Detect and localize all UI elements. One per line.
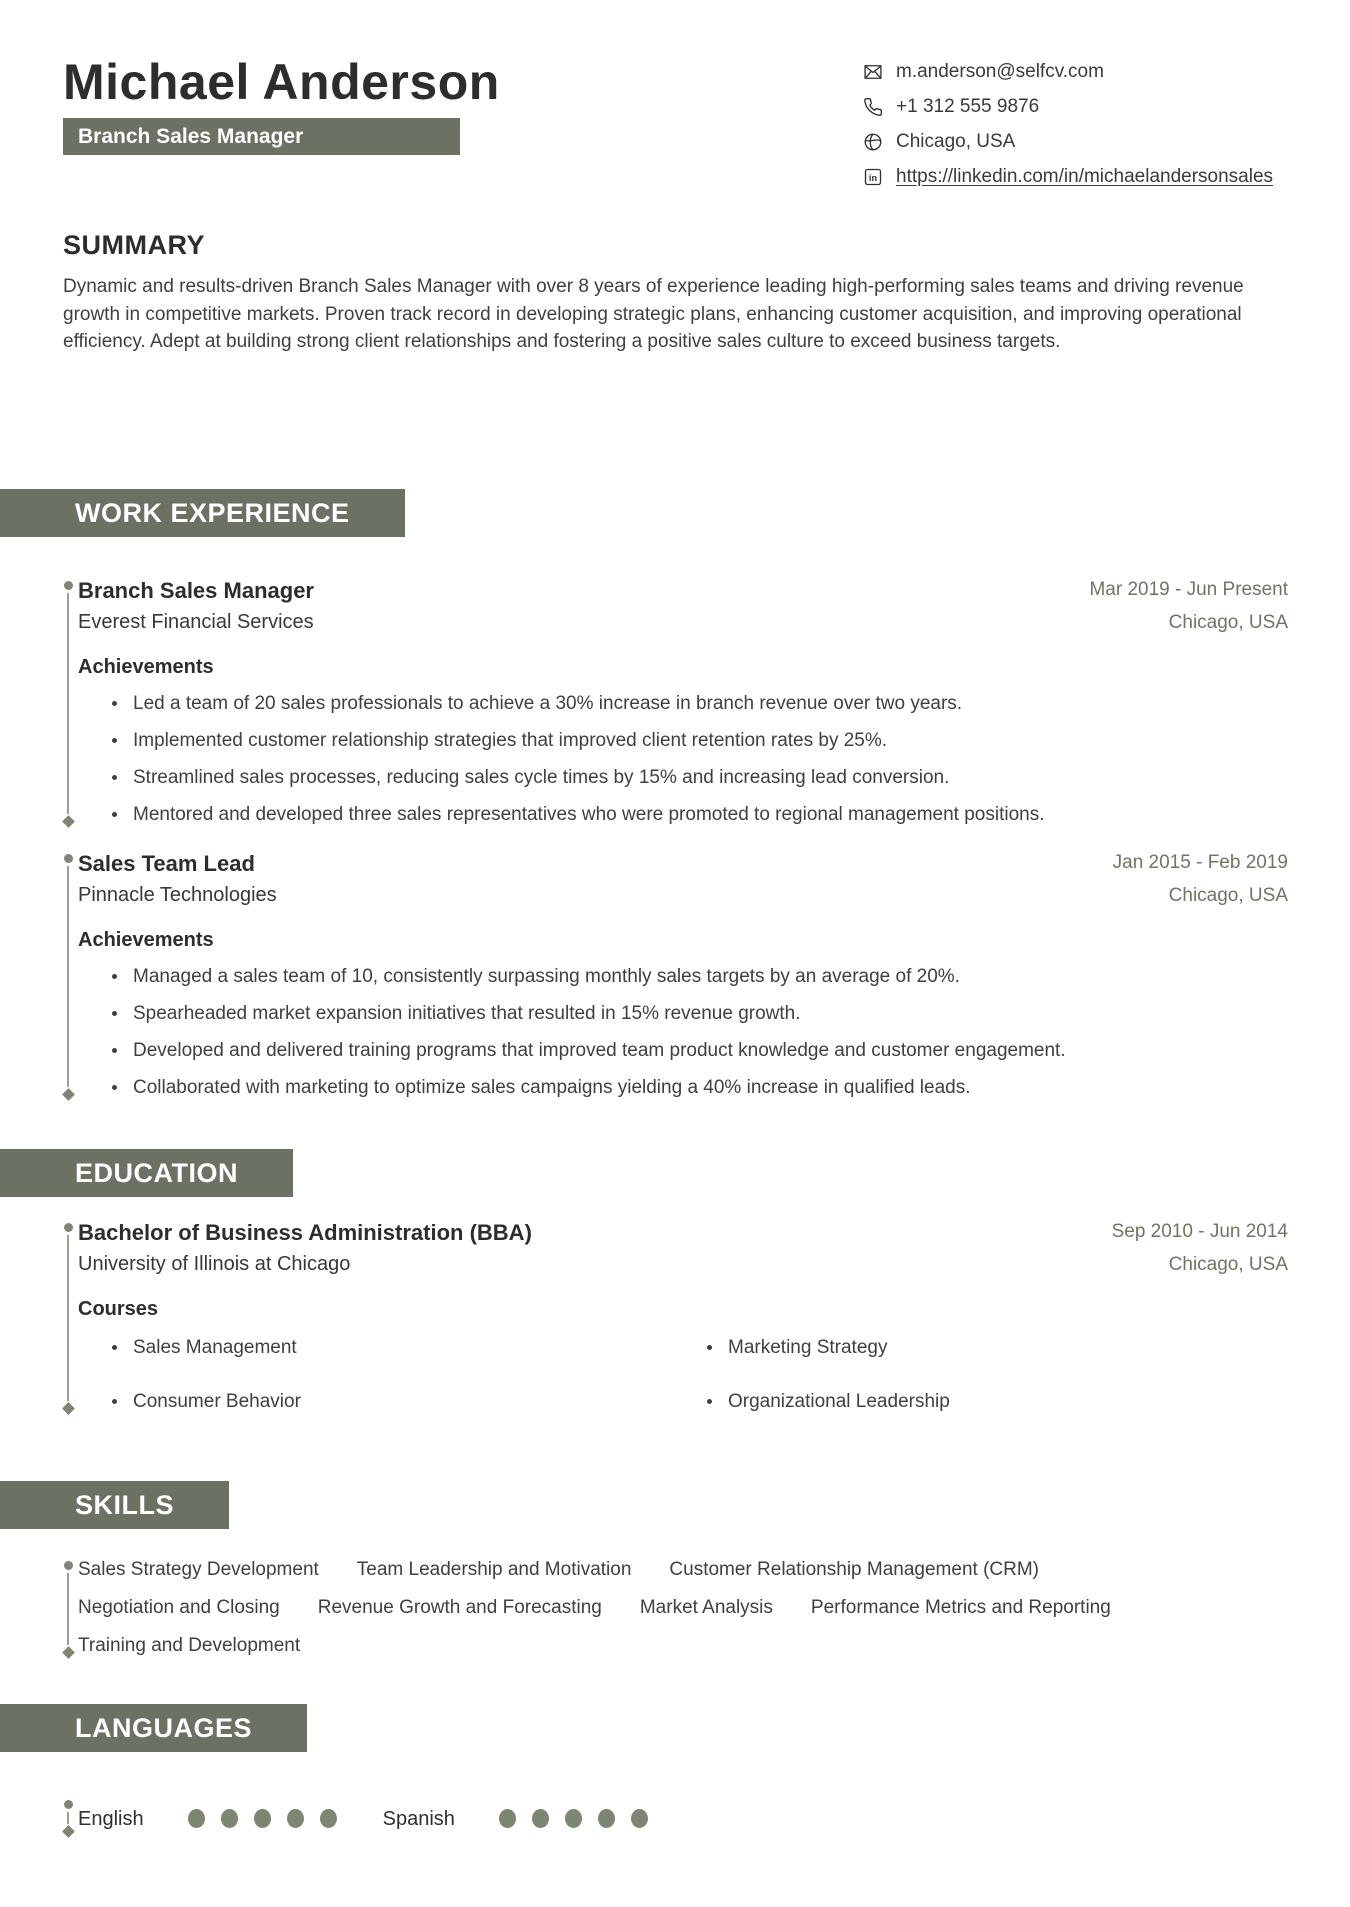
- education-heading: EDUCATION: [0, 1149, 293, 1197]
- courses-list: [78, 1335, 1288, 1415]
- languages-entry: [58, 1796, 1288, 1838]
- language-item: [383, 1806, 694, 1832]
- language-level-dot: [254, 1809, 271, 1828]
- education-dates: Sep 2010 - Jun 2014: [1111, 1220, 1288, 1242]
- job-location: Chicago, USA: [1168, 611, 1288, 633]
- job-company: Everest Financial Services: [78, 610, 314, 633]
- language-level: [499, 1809, 648, 1828]
- work-entry-1: [58, 577, 1288, 828]
- timeline-line: [67, 866, 69, 1087]
- language-level-dot: [598, 1809, 615, 1828]
- achievements-label: Achievements: [78, 928, 214, 951]
- course-item: Sales Management: [133, 1335, 728, 1361]
- timeline-diamond-icon: [62, 815, 75, 828]
- language-level-dot: [532, 1809, 549, 1828]
- person-name: Michael Anderson: [63, 54, 500, 110]
- timeline-line: [67, 593, 69, 814]
- achievement-item: Spearheaded market expansion initiatives that resulted in 15% revenue growth.: [133, 1001, 1288, 1027]
- linkedin-link[interactable]: https://linkedin.com/in/michaelandersonsales: [896, 166, 1274, 187]
- timeline-diamond-icon: [62, 1402, 75, 1415]
- job-dates: Jan 2015 - Feb 2019: [1112, 851, 1288, 873]
- skill-row: [78, 1595, 1288, 1621]
- summary-text: Dynamic and results-driven Branch Sales Manager with over 8 years of experience leading high-performing sales teams and driving revenue growth in competitive markets. Proven track record in developing strategic plans, enhancing customer acquisition, and improving operational efficiency. Adept at building strong client relationships and fostering a positive sales culture to exceed business targets.: [63, 276, 1244, 352]
- job-title: Branch Sales Manager: [78, 577, 314, 603]
- timeline-dot-icon: [64, 854, 73, 863]
- skills-list: [78, 1557, 1288, 1659]
- skills-entry: [58, 1557, 1288, 1659]
- mail-icon: [863, 62, 883, 82]
- timeline-diamond-icon: [62, 1825, 75, 1838]
- education-entry: [58, 1219, 1288, 1415]
- header: [0, 0, 1350, 200]
- linkedin-icon: [863, 167, 883, 187]
- education-entry-body: [78, 1219, 1288, 1415]
- phone-icon: [863, 97, 883, 117]
- work-experience-heading: WORK EXPERIENCE: [0, 489, 405, 537]
- globe-icon: [863, 132, 883, 152]
- job-title-badge: Branch Sales Manager: [63, 118, 460, 155]
- language-name: Spanish: [382, 1807, 455, 1830]
- work-entry-1-body: [78, 577, 1288, 828]
- skill-item: Team Leadership and Motivation: [356, 1558, 632, 1580]
- language-level-dot: [287, 1809, 304, 1828]
- contact-linkedin: [863, 165, 1295, 189]
- language-level-dot: [499, 1809, 516, 1828]
- skill-item: Market Analysis: [639, 1596, 773, 1618]
- skill-item: Customer Relationship Management (CRM): [669, 1558, 1039, 1580]
- language-level-dot: [188, 1809, 205, 1828]
- work-entry-2-body: [78, 850, 1288, 1101]
- achievements-label: Achievements: [78, 655, 214, 678]
- contact-phone: [863, 95, 1295, 119]
- skill-item: Negotiation and Closing: [78, 1596, 280, 1618]
- summary-section: [0, 230, 1350, 356]
- timeline-dot-icon: [64, 581, 73, 590]
- language-level: [188, 1809, 337, 1828]
- job-title: Sales Team Lead: [78, 850, 255, 876]
- language-level-dot: [221, 1809, 238, 1828]
- achievement-item: Managed a sales team of 10, consistently surpassing monthly sales targets by an average of 20%.: [133, 964, 1288, 990]
- languages-list: [78, 1796, 1288, 1838]
- skill-item: Revenue Growth and Forecasting: [317, 1596, 602, 1618]
- skill-row: [78, 1633, 1288, 1659]
- timeline: [58, 1796, 78, 1838]
- skill-item: Performance Metrics and Reporting: [810, 1596, 1111, 1618]
- school-name: University of Illinois at Chicago: [78, 1252, 351, 1275]
- contact-email-text: m.anderson@selfcv.com: [896, 61, 1104, 82]
- achievement-item: Streamlined sales processes, reducing sales cycle times by 15% and increasing lead conversion.: [133, 765, 1288, 791]
- achievement-item: Developed and delivered training programs that improved team product knowledge and customer engagement.: [133, 1038, 1288, 1064]
- timeline-diamond-icon: [62, 1088, 75, 1101]
- course-item: Marketing Strategy: [728, 1335, 1288, 1361]
- svg-text:in: in: [868, 172, 878, 183]
- timeline-line: [67, 1812, 69, 1824]
- job-company: Pinnacle Technologies: [78, 883, 277, 906]
- contact-email: [863, 60, 1295, 84]
- course-item: Consumer Behavior: [133, 1389, 728, 1415]
- timeline-line: [67, 1235, 69, 1401]
- contact-phone-text: +1 312 555 9876: [896, 96, 1040, 117]
- timeline-dot-icon: [64, 1223, 73, 1232]
- degree-title: Bachelor of Business Administration (BBA): [78, 1219, 532, 1245]
- timeline: [58, 1219, 78, 1415]
- skill-item: Sales Strategy Development: [78, 1558, 319, 1580]
- language-level-dot: [565, 1809, 582, 1828]
- header-identity: [63, 56, 500, 200]
- achievement-item: Collaborated with marketing to optimize sales campaigns yielding a 40% increase in qualified leads.: [133, 1075, 1288, 1101]
- timeline-dot-icon: [64, 1800, 73, 1809]
- languages-heading: LANGUAGES: [0, 1704, 307, 1752]
- achievement-item: Implemented customer relationship strategies that improved client retention rates by 25%.: [133, 728, 1288, 754]
- courses-label: Courses: [78, 1297, 159, 1320]
- achievements-list: [78, 964, 1288, 1101]
- language-name: English: [78, 1807, 144, 1830]
- education-location: Chicago, USA: [1168, 1253, 1288, 1275]
- language-level-dot: [320, 1809, 337, 1828]
- timeline-line: [67, 1573, 69, 1645]
- course-item: Organizational Leadership: [728, 1389, 1288, 1415]
- language-item: [78, 1806, 383, 1832]
- job-dates: Mar 2019 - Jun Present: [1089, 578, 1288, 600]
- skills-heading: SKILLS: [0, 1481, 229, 1529]
- contact-location: [863, 130, 1295, 154]
- contact-block: [863, 60, 1295, 200]
- achievement-item: Led a team of 20 sales professionals to achieve a 30% increase in branch revenue over two years.: [133, 691, 1288, 717]
- achievements-list: [78, 691, 1288, 828]
- timeline-diamond-icon: [62, 1646, 75, 1659]
- contact-location-text: Chicago, USA: [896, 131, 1016, 152]
- summary-heading: SUMMARY: [63, 230, 205, 260]
- language-level-dot: [631, 1809, 648, 1828]
- timeline: [58, 577, 78, 828]
- timeline: [58, 850, 78, 1101]
- job-location: Chicago, USA: [1168, 884, 1288, 906]
- skill-row: [78, 1557, 1288, 1583]
- timeline-dot-icon: [64, 1561, 73, 1570]
- skill-item: Training and Development: [78, 1634, 301, 1656]
- achievement-item: Mentored and developed three sales representatives who were promoted to regional management positions.: [133, 802, 1288, 828]
- work-entry-2: [58, 850, 1288, 1101]
- timeline: [58, 1557, 78, 1659]
